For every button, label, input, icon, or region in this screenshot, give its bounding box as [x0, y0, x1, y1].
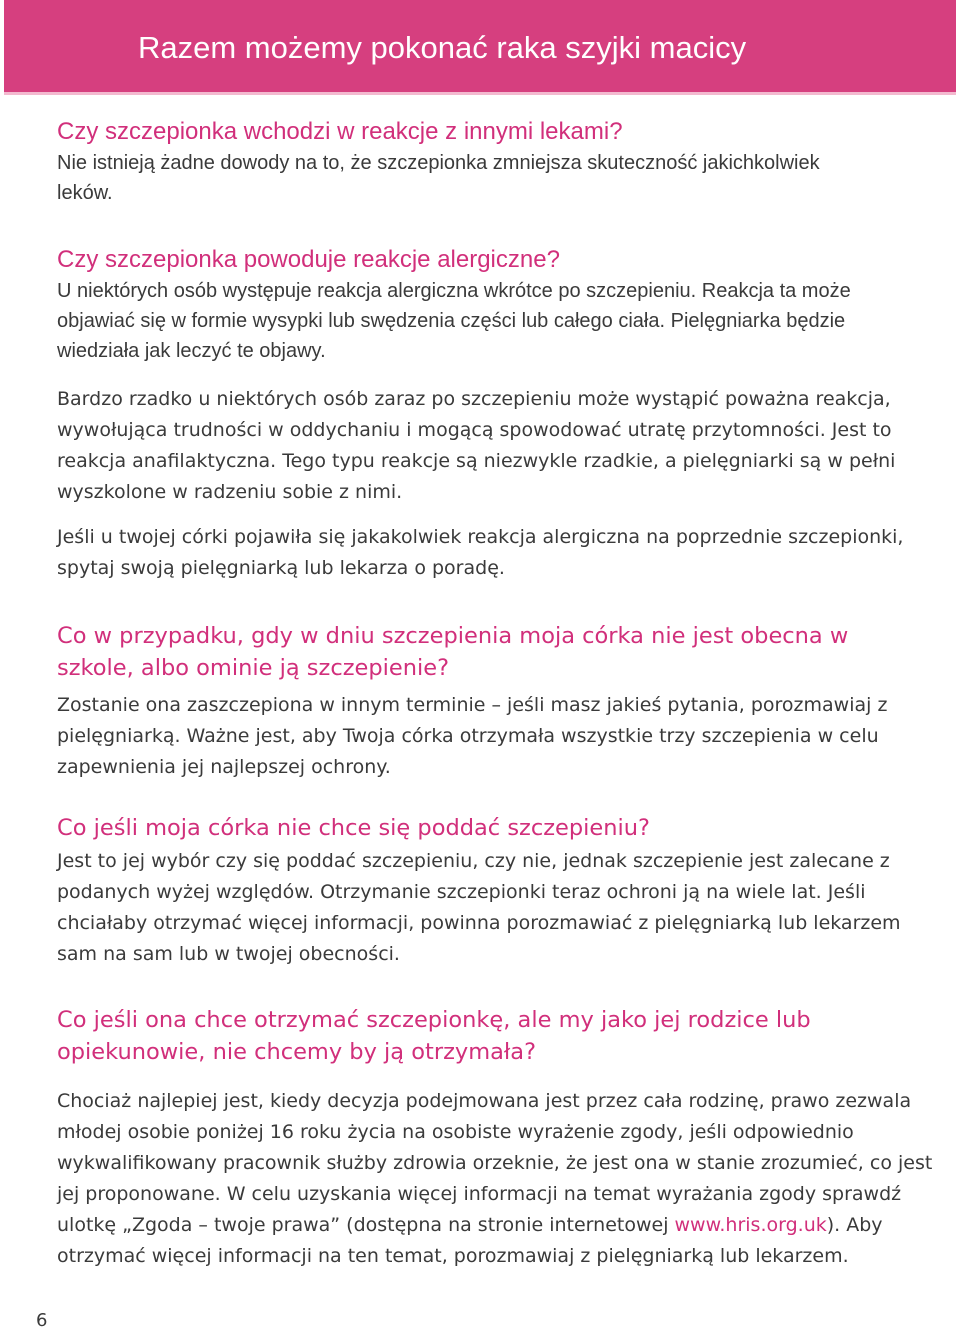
section-paragraph: Jest to jej wybór czy się poddać szczepieniu, czy nie, jednak szczepienie jest zalecane z podanych wyżej względów. Otrzymanie szczepionki teraz ochroni ją na wiele lat. Jeśli chciałaby otrzymać więcej informacji, powinna porozmawiać z pielęgniarką lub lekarzem sam na sam lub w twojej obecności.: [57, 850, 901, 965]
section-paragraph: Zostanie ona zaszczepiona w innym terminie – jeśli masz jakieś pytania, porozmawiaj z pielęgniarką. Ważne jest, aby Twoja córka otrzymała wszystkie trzy szczepienia w celu zapewnienia jej najlepszej ochrony.: [57, 694, 888, 778]
section-allergic-reactions: [57, 244, 937, 366]
section-heading: Co w przypadku, gdy w dniu szczepienia moja córka nie jest obecna w szkole, albo ominie ją szczepienie?: [57, 623, 849, 681]
section-paragraph: U niektórych osób występuje reakcja alergiczna wkrótce po szczepieniu. Reakcja ta może objawiać się w formie wysypki lub swędzenia części lub całego ciała. Pielęgniarka będzie wiedziała jak leczyć te objawy.: [57, 280, 851, 362]
section-allergic-reactions-advice: [57, 522, 937, 584]
section-heading: Co jeśli ona chce otrzymać szczepionkę, ale my jako jej rodzice lub opiekunowie, nie chcemy by ją otrzymała?: [57, 1007, 811, 1065]
section-absent-from-school: [57, 620, 937, 783]
section-paragraph: Nie istnieją żadne dowody na to, że szczepionka zmniejsza skuteczność jakichkolwiek leków.: [57, 152, 820, 204]
section-heading: Czy szczepionka wchodzi w reakcje z innymi lekami?: [57, 118, 623, 145]
page-title: Razem możemy pokonać raka szyjki macicy: [138, 30, 747, 65]
paragraph-text: ). Aby otrzymać więcej informacji na ten temat, porozmawiaj z pielęgniarką lub lekarzem.: [57, 1214, 883, 1267]
section-heading: Czy szczepionka powoduje reakcje alergiczne?: [57, 246, 560, 273]
section-drug-interactions: [57, 116, 937, 208]
section-paragraph: Bardzo rzadko u niektórych osób zaraz po szczepieniu może wystąpić poważna reakcja, wywołująca trudności w oddychaniu i mogącą spowodować utratę przytomności. Jest to reakcja anafilaktyczna. Tego typu reakcje są niezwykle rzadkie, a pielęgniarki są w pełni wyszkolone w radzeniu sobie z nimi.: [57, 388, 896, 503]
section-parents-disagree: [57, 1004, 937, 1272]
website-link[interactable]: www.hris.org.uk: [674, 1214, 827, 1236]
page-number: 6: [36, 1310, 48, 1331]
section-paragraph: Jeśli u twojej córki pojawiła się jakakolwiek reakcja alergiczna na poprzednie szczepionki, spytaj swoją pielęgniarką lub lekarza o poradę.: [57, 526, 904, 579]
header-banner: [4, 0, 956, 95]
paragraph-text: Chociaż najlepiej jest, kiedy decyzja podejmowana jest przez cała rodzinę, prawo zezwala młodej osobie poniżej 16 roku życia na osobiste wyrażenie zgody, jeśli odpowiednio wykwalifikowany pracownik służby zdrowia orzeknie, że jest ona w stanie zrozumieć, co jest jej proponowane. W celu uzyskania więcej informacji na temat wyrażania zgody sprawdź ulotkę „Zgoda – twoje prawa” (dostępna na stronie internetowej: [57, 1090, 933, 1236]
section-heading: Co jeśli moja córka nie chce się poddać szczepieniu?: [57, 815, 650, 841]
section-daughter-refuses: [57, 812, 937, 970]
section-paragraph: [57, 1086, 937, 1272]
section-allergic-reactions-anaphylaxis: [57, 384, 937, 508]
